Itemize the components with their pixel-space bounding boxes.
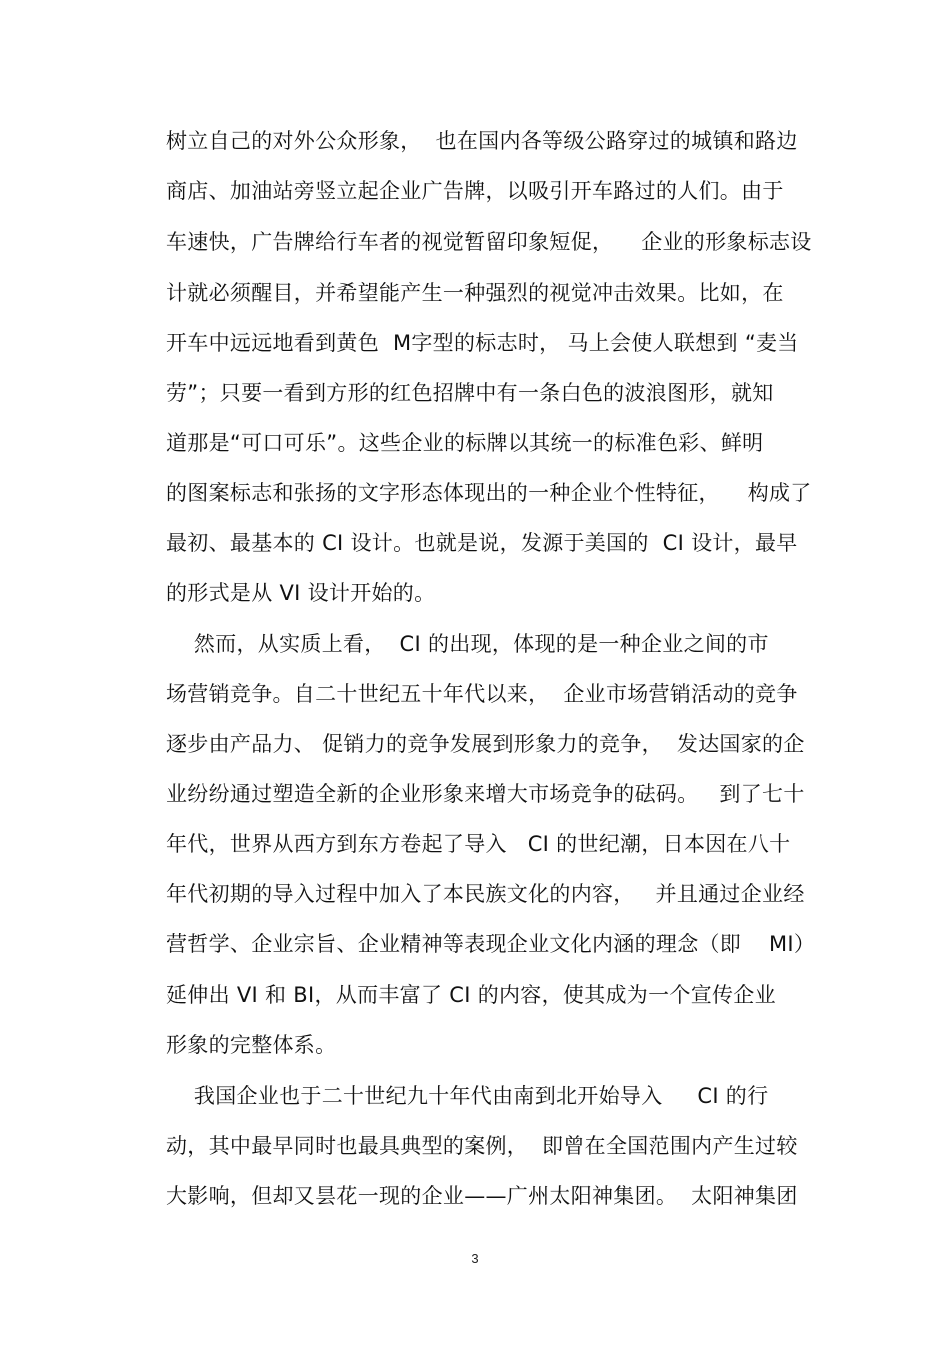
text-line: 年代初期的导入过程中加入了本民族文化的内容， 并且通过企业经	[166, 882, 805, 906]
text-line: 车速快，广告牌给行车者的视觉暂留印象短促， 企业的形象标志设	[166, 230, 812, 254]
text-line: 形象的完整体系。	[166, 1033, 337, 1057]
text-line: 然而，从实质上看， CI 的出现，体现的是一种企业之间的市	[166, 632, 769, 656]
text-line: 延伸出 VI 和 BI，从而丰富了 CI 的内容，使其成为一个宣传企业	[166, 983, 776, 1007]
text-line: 年代，世界从西方到东方卷起了导入 CI 的世纪潮，日本因在八十	[166, 832, 791, 856]
text-line: 的图案标志和张扬的文字形态体现出的一种企业个性特征， 构成了	[166, 481, 812, 505]
text-line: 动，其中最早同时也最具典型的案例， 即曾在全国范围内产生过较	[166, 1134, 798, 1158]
text-line: 计就必须醒目，并希望能产生一种强烈的视觉冲击效果。比如，在	[166, 281, 784, 305]
text-line: 营哲学、企业宗旨、企业精神等表现企业文化内涵的理念（即 MI）	[166, 932, 816, 956]
text-line: 商店、加油站旁竖立起企业广告牌，以吸引开车路过的人们。由于	[166, 179, 784, 203]
text-line: 劳”；只要一看到方形的红色招牌中有一条白色的波浪图形，就知	[166, 381, 774, 405]
text-line: 道那是“可口可乐”。这些企业的标牌以其统一的标准色彩、鲜明	[166, 431, 764, 455]
text-line: 开车中远远地看到黄色 M字型的标志时， 马上会使人联想到 “麦当	[166, 331, 799, 355]
text-line: 树立自己的对外公众形象， 也在国内各等级公路穿过的城镇和路边	[166, 129, 798, 153]
text-line: 场营销竞争。自二十世纪五十年代以来， 企业市场营销活动的竞争	[166, 682, 798, 706]
text-line: 逐步由产品力、 促销力的竞争发展到形象力的竞争， 发达国家的企	[166, 732, 805, 756]
text-line: 的形式是从 VI 设计开始的。	[166, 581, 436, 605]
text-line: 最初、最基本的 CI 设计。也就是说，发源于美国的 CI 设计，最早	[166, 531, 798, 555]
text-line: 大影响，但却又昙花一现的企业——广州太阳神集团。 太阳神集团	[166, 1184, 798, 1208]
text-line: 我国企业也于二十世纪九十年代由南到北开始导入 CI 的行	[166, 1084, 769, 1108]
page-number: 3	[471, 1251, 479, 1266]
text-line: 业纷纷通过塑造全新的企业形象来增大市场竞争的砝码。 到了七十	[166, 782, 805, 806]
